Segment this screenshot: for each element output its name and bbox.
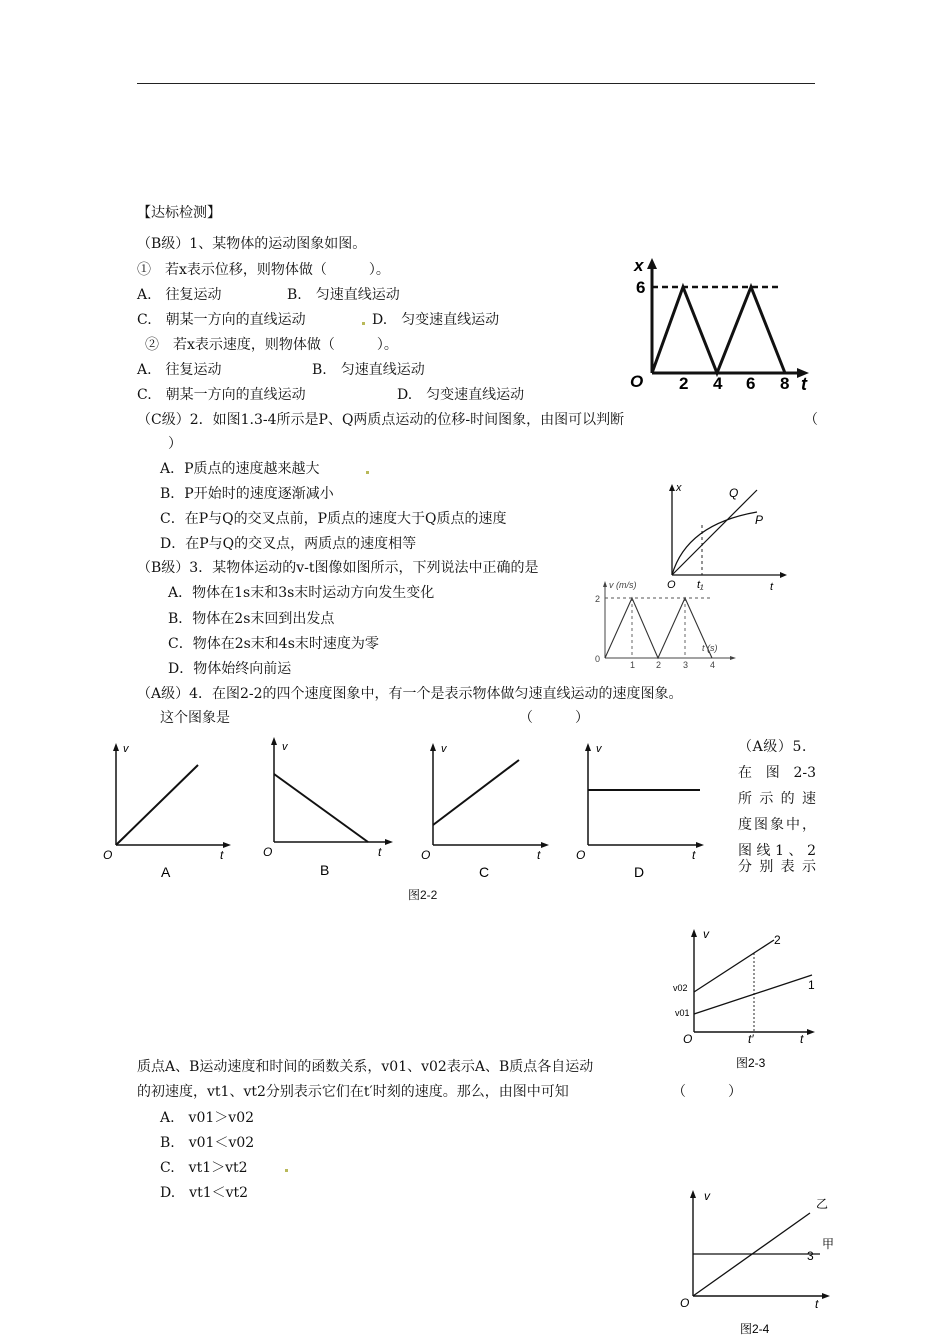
q4-a-label: A [161, 864, 171, 880]
fig23-t-mark: t′ [748, 1032, 754, 1046]
q3-fig-origin: 0 [595, 654, 601, 664]
stray-dot [362, 322, 365, 325]
fig23-line-1: 1 [808, 978, 815, 992]
q3-fig-x-label: t (s) [702, 643, 718, 653]
fig23-x-label: t [800, 1032, 804, 1046]
q1-fig-y-label: x [634, 256, 644, 275]
fig24-y-label: v [704, 1189, 710, 1203]
q5-line-1: 质点A、B运动速度和时间的函数关系，v01、v02表示A、B质点各自运动 [137, 1059, 594, 1075]
q2-option-b: B．P开始时的速度逐渐减小 [160, 486, 334, 502]
q4-graph-a [100, 738, 240, 883]
q4-a-origin: O [103, 848, 113, 862]
q1-fig-origin: O [630, 372, 644, 391]
q4-d-v-label: v [596, 743, 602, 755]
q1-fig-tick-6: 6 [746, 374, 756, 393]
q2-option-c: C．在P与Q的交叉点前，P质点的速度大于Q质点的速度 [160, 511, 507, 527]
q5-side-line-5: 图线1、2 [738, 843, 816, 859]
q5-option-b: B. v01＜v02 [160, 1135, 255, 1151]
q4-c-label: C [479, 864, 490, 880]
q4-b-label: B [320, 862, 330, 878]
q4-b-origin: O [263, 845, 273, 859]
q1-part2: ② 若x表示速度，则物体做（ ）。 [145, 337, 398, 353]
q1-fig-tick-2: 2 [679, 374, 689, 393]
fig24-label-3: 3 [807, 1249, 814, 1263]
q4-graph-d [573, 738, 713, 883]
q3-option-d: D．物体始终向前运 [168, 661, 292, 677]
q1-part1-option-a: A. 往复运动 [137, 287, 222, 303]
q3-option-c: C．物体在2s末和4s末时速度为零 [168, 636, 379, 652]
q4-d-t-label: t [692, 848, 696, 862]
q1-fig-tick-4: 4 [713, 374, 723, 393]
fig24-origin: O [680, 1296, 690, 1310]
q1-part1: ① 若x表示位移，则物体做（ ）。 [137, 262, 390, 278]
q5-option-d: D. vt1＜vt2 [160, 1185, 249, 1201]
q1-part2-option-c: C. 朝某一方向的直线运动 [137, 387, 306, 403]
q3-option-a: A．物体在1s末和3s末时运动方向发生变化 [168, 585, 435, 601]
q4-graph-c [418, 738, 558, 883]
fig23-origin: O [683, 1032, 693, 1046]
fig23-y-label: v [703, 927, 709, 941]
fig23-line-2: 2 [774, 933, 781, 947]
q5-side-line-4: 度图象中， [738, 817, 816, 833]
q2-fig-y-label: x [676, 482, 682, 494]
q2-option-d: D．在P与Q的交叉点，两质点的速度相等 [160, 536, 417, 552]
q1-stem: （B级）1、某物体的运动图象如图。 [137, 236, 367, 252]
q2-fig-x-label: t [770, 581, 774, 593]
q2-bracket-close: ） [168, 436, 182, 452]
q4-answer-bracket: （ ） [519, 710, 589, 726]
q3-fig-tick-4: 4 [710, 660, 716, 670]
q1-part1-option-b: B. 匀速直线运动 [287, 287, 400, 303]
q2-bracket-open: （ [804, 412, 818, 428]
q4-stem-continued: 这个图象是 [160, 710, 230, 726]
q1-part2-option-b: B. 匀速直线运动 [312, 362, 425, 378]
fig24-label-yi: 乙 [816, 1197, 829, 1211]
header-rule [137, 83, 815, 84]
q3-stem: （B级）3．某物体运动的v-t图像如图所示，下列说法中正确的是 [137, 560, 539, 576]
q3-figure [590, 578, 740, 670]
fig23-v01: v01 [675, 1008, 690, 1018]
q4-caption: 图2-2 [408, 888, 438, 902]
q4-stem: （A级）4．在图2-2的四个速度图象中，有一个是表示物体做匀速直线运动的速度图象。 [137, 686, 683, 702]
q3-fig-y-label: v (m/s) [609, 580, 637, 590]
q4-c-t-label: t [537, 848, 541, 862]
q4-c-v-label: v [441, 743, 447, 755]
q3-fig-tick-2: 2 [656, 660, 662, 670]
q3-fig-y-tick: 2 [595, 594, 601, 604]
q4-graph-b [260, 732, 400, 877]
q3-fig-tick-1: 1 [630, 660, 636, 670]
fig24-x-label: t [815, 1297, 819, 1311]
q3-option-b: B．物体在2s末回到出发点 [168, 611, 335, 627]
q2-stem: （C级）2．如图1.3-4所示是P、Q两质点运动的位移-时间图象，由图可以判断 [137, 412, 625, 428]
section-title: 【达标检测】 [137, 205, 221, 221]
q1-part1-option-c: C. 朝某一方向的直线运动 [137, 312, 306, 328]
q1-part1-option-d: D. 匀变速直线运动 [372, 312, 500, 328]
q5-side-line-2: 在图2-3 [738, 765, 816, 781]
q5-side-line-6: 分别表示 [738, 859, 816, 875]
q2-fig-label-q: Q [729, 486, 739, 500]
q1-part2-option-d: D. 匀变速直线运动 [397, 387, 525, 403]
q5-answer-bracket: （ ） [672, 1084, 742, 1100]
q1-fig-tick-8: 8 [780, 374, 790, 393]
fig23-caption: 图2-3 [736, 1056, 766, 1070]
q4-d-origin: O [576, 848, 586, 862]
q4-d-label: D [634, 864, 645, 880]
q2-fig-origin: O [667, 579, 676, 591]
q4-a-t-label: t [220, 848, 224, 862]
q5-option-a: A. v01＞v02 [160, 1110, 255, 1126]
q5-line-2: 的初速度，vt1、vt2分别表示它们在t′时刻的速度。那么，由图中可知 [137, 1084, 569, 1100]
stray-dot [366, 471, 369, 474]
q2-fig-t1: t₁ [697, 579, 704, 591]
q5-option-c: C. vt1＞vt2 [160, 1160, 248, 1176]
fig23-v02: v02 [673, 983, 688, 993]
q1-part2-option-a: A. 往复运动 [137, 362, 222, 378]
q3-fig-tick-3: 3 [683, 660, 689, 670]
fig24-label-jia: 甲 [822, 1237, 835, 1251]
q4-c-origin: O [421, 848, 431, 862]
q4-a-v-label: v [123, 743, 129, 755]
q2-option-a: A．P质点的速度越来越大 [160, 461, 320, 477]
fig-2-3 [670, 922, 820, 1072]
q1-fig-x-label: t [801, 374, 807, 394]
q1-fig-y-tick: 6 [636, 278, 646, 297]
stray-dot [285, 1169, 288, 1172]
q5-side-line-3: 所示的速 [738, 791, 816, 807]
q2-fig-label-p: P [755, 513, 764, 527]
q4-b-t-label: t [378, 845, 382, 859]
q5-side-line-1: （A级）5． [738, 739, 816, 755]
q4-b-v-label: v [282, 741, 288, 753]
fig24-caption: 图2-4 [740, 1322, 770, 1336]
fig-2-4 [670, 1180, 840, 1340]
q1-figure [625, 255, 815, 395]
